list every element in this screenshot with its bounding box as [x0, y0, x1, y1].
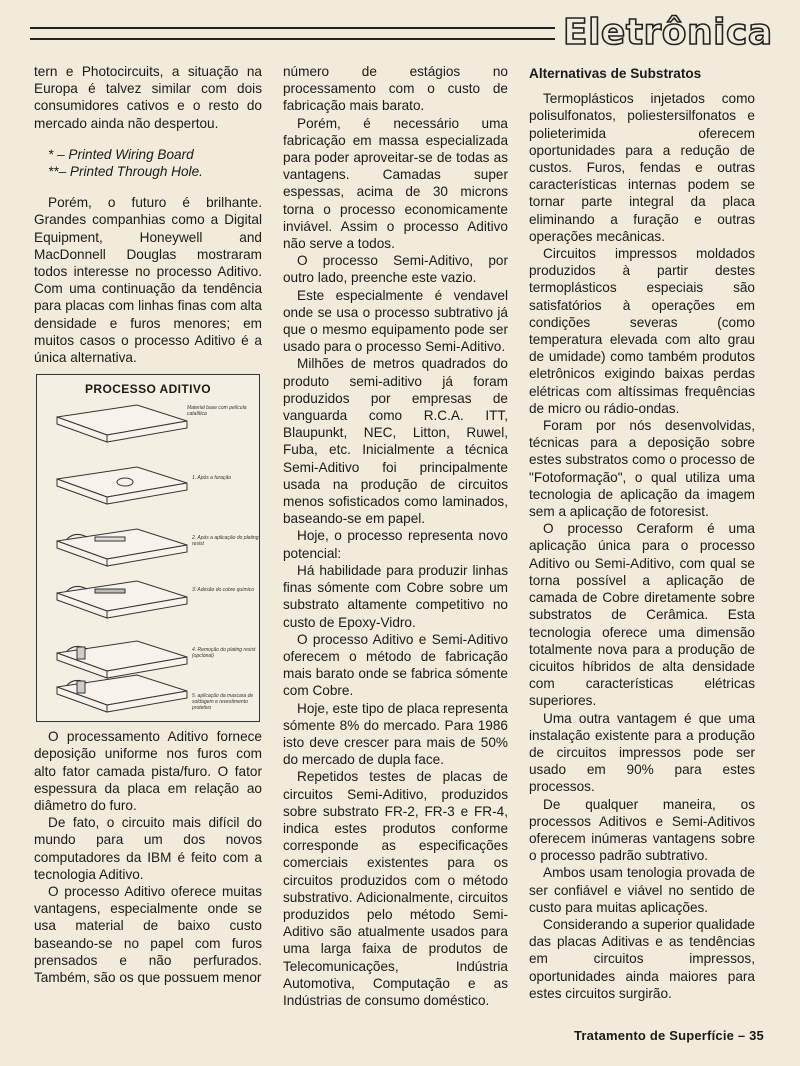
page-footer: Tratamento de Superfície – 35: [573, 1028, 764, 1043]
figure-title: PROCESSO ADITIVO: [85, 382, 211, 397]
col2-paragraph-2: Porém, é necessário uma fabricação em massa especializada para poder aproveitar-se de todas as vantagens. Camadas super espessas, acima de 30 microns torna o processo economicamente inviável. Assim o processo Aditivo não serve a todos.: [283, 115, 508, 252]
section-heading: Alternativas de Substratos: [529, 66, 702, 81]
figure-step-label: 5. aplicação da mascara de soldagem e revestimento protetivo: [192, 693, 254, 712]
col1-paragraph-4: De fato, o circuito mais difícil do mundo para um dos novos computadores da IBM é feito com a tecnologia Aditivo.: [34, 815, 262, 882]
col2-paragraph-9: Hoje, este tipo de placa representa sómente 8% do mercado. Para 1986 isto deve crescer para mais de 50% do mercado de dupla face.: [283, 700, 508, 768]
section-title: Eletrônica: [563, 12, 773, 53]
column-3: [529, 63, 755, 1002]
col2-paragraph-6: Hoje, o processo representa novo potencial:: [283, 528, 508, 561]
col2-paragraph-1: número de estágios no processamento com o custo de fabricação mais barato.: [283, 64, 508, 114]
col3-paragraph-7: Ambos usam tenologia provada de ser confiável e viável no sentido de custo para muitas aplicações.: [529, 865, 755, 915]
figure-step-label: 3. Adesão do cobre químico: [192, 587, 255, 594]
col2-paragraph-5: Milhões de metros quadrados do produto semi-aditivo já foram produzidos por empresas de vanguarda como R.C.A. ITT, Blaupunkt, NEC, Litton, Ruwel, Fuba, etc. Inicialmente a técnica Semi-Aditivo foi principalmente usada na produção de circuitos menos sofisticados como laminados, baseando-se em papel.: [283, 356, 508, 527]
col1-paragraph-1: tern e Photocircuits, a situação na Europa é talvez similar com dois consumidores cativos e o resto do mercado ainda não despertou.: [34, 64, 262, 131]
col3-paragraph-2: Circuitos impressos moldados produzidos à partir destes termoplásticos especiais são satisfatórios à operações em condições severas (como temperatura elevada com alto grau de umidade) como também produtos eletrônicos exigindo baixas perdas elétricas com altíssimas frequências de micro ou rádio-ondas.: [529, 246, 755, 416]
col1-paragraph-2: Porém, o futuro é brilhante. Grandes companhias como a Digital Equipment, Honeywell and MacDonnell Douglas mostraram todos interesse no processo Aditivo. Com uma continuação da tendência para placas com linhas finas com alta densidade e furos menores; em muitos casos o processo Aditivo é a única alternativa.: [34, 195, 262, 366]
col2-paragraph-8: O processo Aditivo e Semi-Aditivo oferecem o método de fabricação mais barato onde se fabrica sómente com Cobre.: [283, 631, 508, 699]
figure-step-label: Material base com película catalítica: [187, 405, 247, 418]
col3-paragraph-4: O processo Ceraform é uma aplicação única para o processo Aditivo ou Semi-Aditivo, com qual se torna possível a aplicação de camada de Cobre diretamente sobre substratos de Cerâmica. Esta tecnologia oferece uma dimensão totalmente nova para a produção de cicuitos híbridos de alta densidade com características elétricas superiores.: [529, 521, 755, 709]
col3-paragraph-3: Foram por nós desenvolvidas, técnicas para a deposição sobre estes substratos como o processo de "Fotoformação", o qual utiliza uma tecnologia de aplicação da imagem sem a aplicação de fotoresist.: [529, 418, 755, 520]
column-1: [34, 63, 262, 986]
col2-paragraph-3: O processo Semi-Aditivo, por outro lado, preenche este vazio.: [283, 253, 508, 286]
col2-paragraph-4: Este especialmente é vendavel onde se usa o processo subtrativo já que o mesmo equipamento pode ser usado para o processo Semi-Aditivo.: [283, 287, 508, 355]
col1-paragraph-5: O processo Aditivo oferece muitas vantagens, especialmente onde se usa material de baixo custo baseando-se no papel com furos prensados e não perfurados. Também, são os que possuem menor: [34, 884, 262, 986]
col2-paragraph-10: Repetidos testes de placas de circuitos Semi-Aditivo, produzidos sobre substrato FR-2, FR-3 e FR-4, indica estes produtos conforme corresponde as especificações comerciais existentes para os circuitos produzidos com o método substrativo. Adicionalmente, circuitos produzidos pelo método Semi-Aditivo são atualmente usados para uma larga faixa de produtos de Telecomunicações, Indústria Automotiva, Computação e as Indústrias de consumo doméstico.: [283, 769, 508, 1008]
col3-paragraph-8: Considerando a superior qualidade das placas Aditivas e as tendências em circuitos impressos, oportunidades ainda maiores para estes circuitos surgirão.: [529, 916, 755, 1001]
figure-step-label: 1. Após a furação: [192, 475, 232, 482]
footnote-1: * – Printed Wiring Board: [48, 146, 194, 162]
col3-paragraph-1: Termoplásticos injetados como polisulfonatos, poliestersilfonatos e polieterimida oferecem oportunidades para a redução de custos. Furos, fendas e outras características internas podem se tornar parte integral da placa eliminando a furação e outras operações mecânicas.: [529, 91, 755, 244]
col3-paragraph-5: Uma outra vantagem é que uma instalação existente para a produção de circuitos impressos pode ser usado em 90% para estes processos.: [529, 710, 755, 795]
process-figure: [36, 374, 260, 722]
col2-paragraph-7: Há habilidade para produzir linhas finas sómente com Cobre sobre um substrato altamente competitivo no custo de Epoxy-Vidro.: [283, 562, 508, 630]
figure-step-label: 4. Remoção do plating resist (opcional): [192, 647, 256, 660]
col3-paragraph-6: De qualquer maneira, os processos Aditivos e Semi-Aditivos oferecem inúmeras vantagens sobre o processo padrão subtrativo.: [529, 796, 755, 864]
footnote-2: **– Printed Through Hole.: [48, 164, 203, 180]
figure-step-label: 2. Após a aplicação do plating resist: [192, 535, 259, 548]
column-2: [283, 63, 508, 1009]
header-rule: [30, 27, 555, 40]
col1-paragraph-3: O processamento Aditivo fornece deposição uniforme nos furos com alto fator camada pista/furo. O fator espessura da placa em relação ao diâmetro do furo.: [34, 729, 262, 814]
